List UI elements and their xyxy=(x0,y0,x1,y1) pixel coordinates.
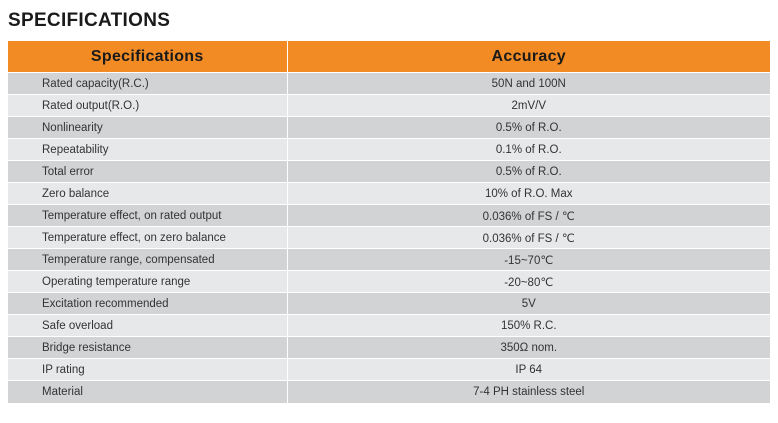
table-row xyxy=(8,95,770,117)
spec-parameter-cell: Excitation recommended xyxy=(8,293,287,315)
spec-value-cell: 350Ω nom. xyxy=(287,337,770,359)
table-row xyxy=(8,139,770,161)
specifications-table xyxy=(8,41,770,403)
table-row xyxy=(8,183,770,205)
table-row xyxy=(8,293,770,315)
table-row xyxy=(8,381,770,404)
table-row xyxy=(8,161,770,183)
table-row xyxy=(8,117,770,139)
spec-value-cell: 0.036% of FS / ℃ xyxy=(287,205,770,227)
spec-parameter-cell: Operating temperature range xyxy=(8,271,287,293)
table-body xyxy=(8,73,770,404)
spec-parameter-cell: IP rating xyxy=(8,359,287,381)
spec-parameter-cell: Rated capacity(R.C.) xyxy=(8,73,287,95)
spec-parameter-cell: Bridge resistance xyxy=(8,337,287,359)
spec-value-cell: 5V xyxy=(287,293,770,315)
table-row xyxy=(8,205,770,227)
page-title: SPECIFICATIONS xyxy=(8,10,171,31)
spec-value-cell: 0.1% of R.O. xyxy=(287,139,770,161)
spec-value-cell: 0.5% of R.O. xyxy=(287,161,770,183)
column-header-specifications: Specifications xyxy=(8,41,287,73)
spec-value-cell: -20~80℃ xyxy=(287,271,770,293)
spec-parameter-cell: Nonlinearity xyxy=(8,117,287,139)
column-header-accuracy: Accuracy xyxy=(287,41,770,73)
spec-value-cell: 10% of R.O. Max xyxy=(287,183,770,205)
spec-parameter-cell: Temperature effect, on rated output xyxy=(8,205,287,227)
table-row xyxy=(8,315,770,337)
spec-parameter-cell: Total error xyxy=(8,161,287,183)
spec-value-cell: -15~70℃ xyxy=(287,249,770,271)
spec-value-cell: IP 64 xyxy=(287,359,770,381)
spec-value-cell: 2mV/V xyxy=(287,95,770,117)
spec-parameter-cell: Repeatability xyxy=(8,139,287,161)
table-row xyxy=(8,249,770,271)
spec-value-cell: 7-4 PH stainless steel xyxy=(287,381,770,404)
spec-value-cell: 0.036% of FS / ℃ xyxy=(287,227,770,249)
table-row xyxy=(8,359,770,381)
spec-parameter-cell: Rated output(R.O.) xyxy=(8,95,287,117)
spec-parameter-cell: Temperature effect, on zero balance xyxy=(8,227,287,249)
table-row xyxy=(8,227,770,249)
spec-parameter-cell: Zero balance xyxy=(8,183,287,205)
table-row xyxy=(8,337,770,359)
spec-parameter-cell: Material xyxy=(8,381,287,404)
spec-parameter-cell: Safe overload xyxy=(8,315,287,337)
table-header-row xyxy=(8,41,770,73)
table-row xyxy=(8,271,770,293)
spec-value-cell: 0.5% of R.O. xyxy=(287,117,770,139)
spec-parameter-cell: Temperature range, compensated xyxy=(8,249,287,271)
spec-value-cell: 150% R.C. xyxy=(287,315,770,337)
spec-value-cell: 50N and 100N xyxy=(287,73,770,95)
table-row xyxy=(8,73,770,95)
